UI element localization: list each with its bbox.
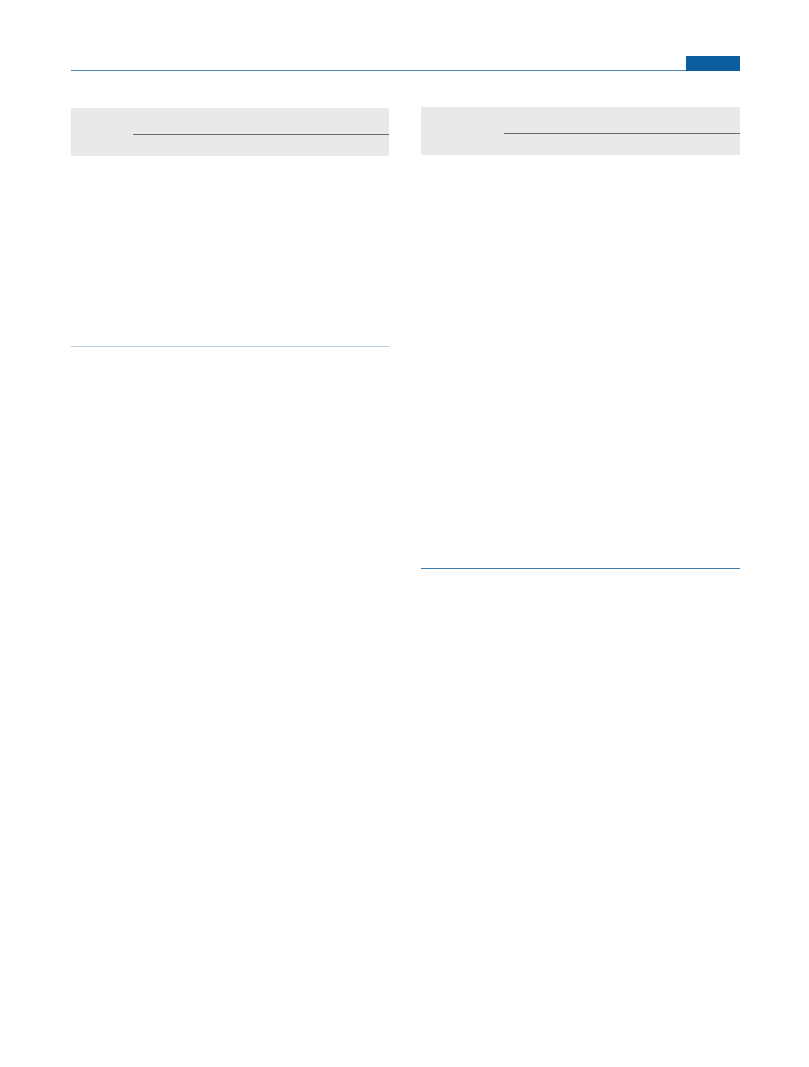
right-section-rule xyxy=(421,568,740,569)
left-column xyxy=(71,0,389,1067)
right-note-box xyxy=(421,107,740,155)
right-column xyxy=(421,0,740,1067)
left-section-rule xyxy=(71,346,389,347)
left-note-rule xyxy=(133,134,389,135)
right-note-rule xyxy=(504,133,740,134)
left-note-box xyxy=(71,108,389,156)
